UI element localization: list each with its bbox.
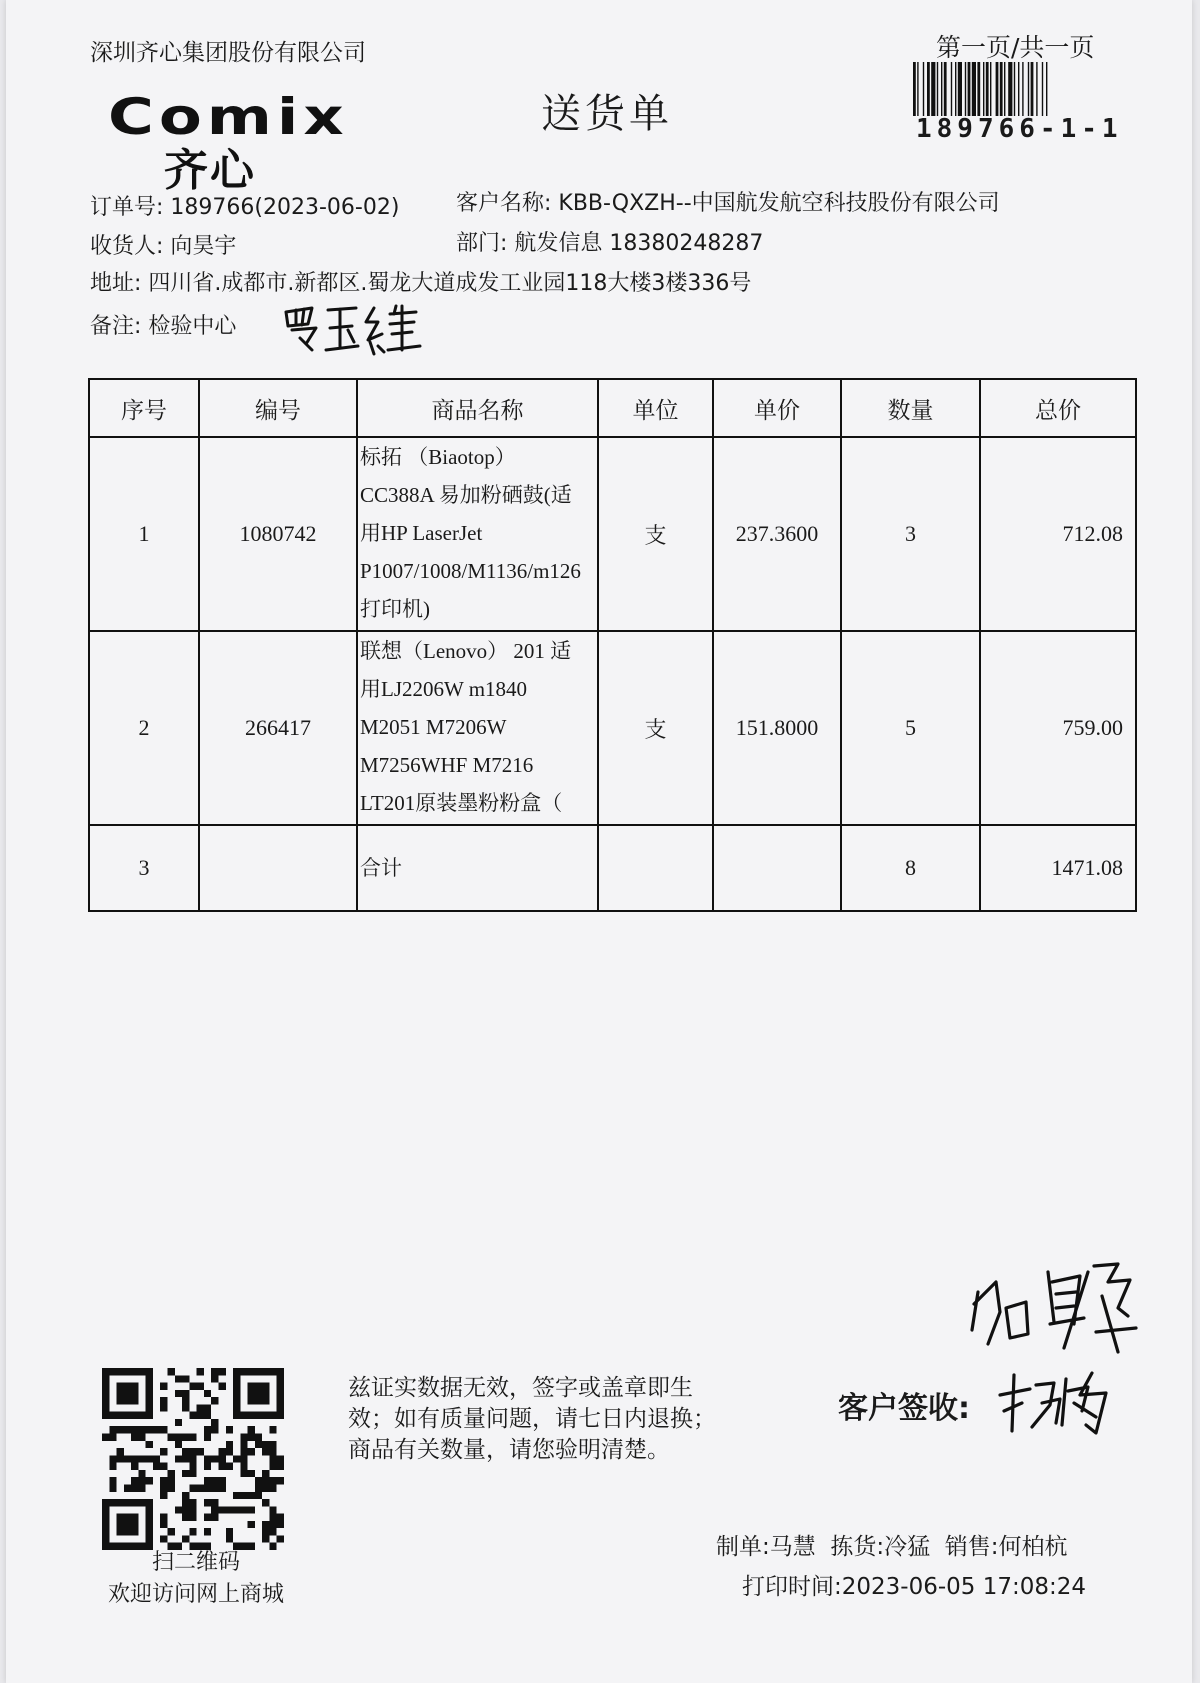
cell-code: 266417 [199,631,357,825]
qr-module [160,1492,167,1499]
name-line: 用LJ2206W m1840 [360,677,528,701]
qr-module [233,1368,240,1419]
qr-module [160,1397,167,1404]
cell-seq: 1 [89,437,199,631]
notice-text [348,1373,768,1466]
qr-module [255,1434,262,1441]
qr-module [189,1448,196,1455]
qr-module [240,1463,247,1470]
qr-module [262,1470,269,1477]
barcode [913,62,1131,116]
qr-module [131,1463,138,1470]
qr-module [211,1426,218,1433]
company-name: 深圳齐心集团股份有限公司 [90,40,366,66]
qr-module [255,1492,262,1499]
barcode-bar [1000,62,1003,116]
qr-module [109,1434,116,1441]
logo-text-cn: 齐心 [164,145,256,196]
qr-module [211,1484,218,1491]
barcode-bar [990,62,991,116]
qr-module [248,1383,270,1405]
qr-module [269,1448,276,1455]
qr-module [160,1404,167,1411]
qr-module [146,1477,153,1484]
qr-module [218,1383,225,1390]
column-header-total: 总价 [980,379,1136,437]
qr-module [248,1492,255,1499]
qr-module [211,1419,218,1426]
qr-module [204,1463,211,1470]
barcode-bar [965,62,966,116]
qr-module [160,1514,167,1521]
qr-module [248,1521,255,1528]
barcode-bar [913,62,916,116]
name-line: 用HP LaserJet [360,521,483,545]
qr-module [175,1455,182,1462]
qr-module [197,1448,204,1455]
qr-module [255,1441,262,1448]
qr-module [131,1426,138,1433]
cell-seq: 2 [89,631,199,825]
qr-module [197,1404,204,1411]
qr-module [182,1455,189,1462]
qr-module [109,1455,116,1462]
qr-module [124,1484,131,1491]
qr-module [189,1412,196,1419]
order-number: 订单号: 189766(2023-06-02) [90,195,400,220]
qr-module [131,1477,138,1484]
qr-module [124,1426,131,1433]
qr-module [109,1477,116,1484]
cell-name [357,825,598,911]
qr-module [240,1448,247,1455]
qr-module [160,1477,167,1484]
qr-caption-line: 欢迎访问网上商城 [107,1582,284,1607]
qr-module [117,1383,139,1405]
qr-module [175,1390,182,1397]
qr-module [102,1434,109,1441]
barcode-bar [983,62,984,116]
qr-module [262,1521,269,1528]
qr-module [153,1426,160,1433]
qr-module [102,1412,153,1419]
qr-module [204,1499,211,1506]
comix-logo [108,88,349,196]
qr-module [189,1434,196,1441]
address: 地址: 四川省.成都市.新都区.蜀龙大道成发工业园118大楼3楼336号 [90,271,752,296]
qr-module [255,1477,262,1484]
qr-module [211,1397,218,1404]
qr-module [233,1412,284,1419]
qr-module [277,1455,284,1462]
qr-module [262,1448,269,1455]
qr-module [226,1535,233,1542]
qr-module [160,1521,167,1528]
qr-module [160,1535,167,1542]
qr-caption-line: 扫二维码 [151,1550,240,1575]
qr-module [102,1499,109,1550]
qr-module [175,1434,182,1441]
qr-module [218,1448,225,1455]
qr-module [160,1448,167,1455]
qr-module [182,1492,189,1499]
barcode-bar [937,62,938,116]
name-line: 标拓 （Biaotop） [360,445,516,469]
qr-module [277,1477,284,1484]
qr-module [211,1455,218,1462]
handwritten-signature-remark [278,300,428,362]
name-line: 打印机) [360,597,430,621]
qr-module [262,1535,269,1542]
barcode-number: 189766-1-1 [916,114,1123,144]
barcode-bar [927,62,930,116]
qr-module [138,1470,145,1477]
name-line: M2051 M7206W [360,715,507,739]
qr-module [175,1441,182,1448]
qr-module [102,1368,109,1419]
qr-module [153,1463,160,1470]
qr-module [233,1506,240,1513]
qr-module [117,1426,124,1433]
qr-module [197,1368,204,1375]
remark: 备注: 检验中心 [90,314,237,339]
qr-module [211,1375,218,1382]
column-header-name: 商品名称 [357,379,598,437]
qr-module [218,1484,225,1491]
qr-module [146,1441,153,1448]
qr-module [146,1455,153,1462]
qr-module [189,1484,196,1491]
table-row-summary [89,825,1136,911]
qr-module [269,1426,276,1433]
cell-total: 1471.08 [980,825,1136,911]
qr-module [277,1463,284,1470]
consignee: 收货人: 向昊宇 [90,234,237,259]
handwritten-signature-2 [996,1365,1116,1437]
qr-module [131,1484,138,1491]
qr-module [160,1426,167,1433]
qr-module [226,1463,233,1470]
qr-module [189,1499,196,1506]
name-line: CC388A 易加粉硒鼓(适 [360,483,572,507]
cell-total: 759.00 [980,631,1136,825]
qr-module [146,1426,153,1433]
table-header-row [89,379,1136,437]
qr-module [117,1514,139,1536]
qr-module [269,1463,276,1470]
cell-code: 1080742 [199,437,357,631]
staff-line: 制单:马慧 拣货:冷猛 销售:何柏杭 [716,1534,1068,1560]
qr-module [175,1375,182,1382]
cell-qty: 8 [841,825,980,911]
qr-module [269,1484,276,1491]
qr-module [204,1404,211,1411]
column-header-seq: 序号 [89,379,199,437]
barcode-bar [1022,62,1023,116]
cell-unit: 支 [598,437,713,631]
barcode-bar [1008,62,1012,116]
qr-module [117,1448,124,1455]
qr-module [146,1499,153,1550]
qr-module [240,1492,247,1499]
name-line: LT201原装墨粉粉盒（ [360,791,563,815]
qr-module [233,1455,240,1462]
barcode-bar [931,62,935,116]
qr-module [138,1455,145,1462]
qr-module [262,1484,269,1491]
qr-module [168,1484,175,1491]
qr-module [204,1412,211,1419]
barcode-bar [958,62,962,116]
cell-name [357,437,598,631]
qr-module [204,1434,211,1441]
qr-module [175,1419,182,1426]
name-line: 联想（Lenovo） 201 适 [360,639,572,663]
qr-module [269,1514,276,1521]
qr-module [197,1484,204,1491]
qr-module [269,1441,276,1448]
cell-price: 237.3600 [713,437,841,631]
qr-module [277,1521,284,1528]
qr-module [240,1441,247,1448]
qr-module [204,1514,211,1521]
qr-code [102,1368,284,1550]
qr-module [182,1448,189,1455]
table-row [89,437,1136,631]
qr-module [168,1368,175,1375]
qr-module [131,1434,138,1441]
qr-module [182,1404,189,1411]
qr-module [124,1455,131,1462]
qr-module [168,1470,175,1477]
qr-module [168,1434,175,1441]
qr-module [269,1521,276,1528]
qr-module [182,1514,189,1521]
barcode-bar [917,62,918,116]
name-line: P1007/1008/M1136/m126 [360,559,581,583]
qr-module [146,1368,153,1419]
notice-line: 商品有关数量，请您验明清楚。 [348,1437,670,1463]
qr-module [226,1506,233,1513]
qr-module [117,1455,124,1462]
cell-price [713,825,841,911]
qr-module [204,1528,211,1535]
qr-module [182,1397,189,1404]
barcode-bar [1046,62,1047,116]
column-header-qty: 数量 [841,379,980,437]
qr-module [138,1434,145,1441]
qr-module [218,1368,225,1375]
cell-qty: 5 [841,631,980,825]
notice-line: 效；如有质量问题，请七日内退换； [348,1406,716,1432]
cell-price: 151.8000 [713,631,841,825]
column-header-code: 编号 [199,379,357,437]
qr-module [189,1506,196,1513]
column-header-unit: 单位 [598,379,713,437]
qr-module [182,1535,189,1542]
qr-module [211,1499,218,1506]
qr-module [109,1484,116,1491]
barcode-bar [986,62,989,116]
qr-module [248,1506,255,1513]
qr-module [211,1477,218,1484]
qr-module [160,1484,167,1491]
qr-module [240,1506,247,1513]
qr-module [109,1426,116,1433]
qr-module [204,1484,211,1491]
cell-qty: 3 [841,437,980,631]
qr-module [218,1477,225,1484]
barcode-bar [1014,62,1015,116]
barcode-bar [977,62,980,116]
qr-module [109,1463,116,1470]
column-header-price: 单价 [713,379,841,437]
barcode-bar [1018,62,1019,116]
qr-module [248,1434,255,1441]
barcode-bar [1004,62,1005,116]
qr-module [160,1383,167,1390]
qr-module [233,1368,284,1375]
qr-caption [92,1547,300,1611]
cell-seq: 3 [89,825,199,911]
barcode-bar [996,62,999,116]
qr-module [189,1383,196,1390]
barcode-bar [1042,62,1043,116]
qr-module [102,1499,153,1506]
qr-module [182,1390,189,1397]
notice-line: 兹证实数据无效，签字或盖章即生 [348,1375,693,1401]
customer-sign-label: 客户签收: [838,1391,970,1426]
qr-module [277,1368,284,1419]
barcode-bar [923,62,924,116]
qr-module [226,1426,233,1433]
print-time: 打印时间:2023-06-05 17:08:24 [742,1574,1087,1600]
qr-module [160,1463,167,1470]
qr-module [248,1448,255,1455]
qr-module [255,1484,262,1491]
qr-module [248,1426,255,1433]
name-line: 合计 [360,856,402,880]
handwritten-signature-1 [968,1252,1143,1362]
barcode-bar [1036,62,1037,116]
barcode-bar [968,62,971,116]
qr-module [269,1477,276,1484]
delivery-note [6,0,1192,1683]
qr-module [204,1426,211,1433]
cell-unit: 支 [598,631,713,825]
barcode-bar [944,62,947,116]
qr-module [204,1390,211,1397]
page-info: 第一页/共一页 [936,33,1095,62]
name-line: M7256WHF M7216 [360,753,534,777]
qr-module [189,1470,196,1477]
barcode-bar [941,62,942,116]
qr-module [175,1506,182,1513]
qr-module [189,1528,196,1535]
qr-module [211,1368,218,1375]
qr-module [262,1441,269,1448]
qr-module [277,1514,284,1521]
qr-module [168,1528,175,1535]
qr-module [211,1514,218,1521]
barcode-bar [955,62,956,116]
qr-module [269,1455,276,1462]
qr-module [226,1528,233,1535]
qr-module [240,1470,247,1477]
qr-module [204,1477,211,1484]
qr-module [269,1506,276,1513]
qr-module [240,1434,247,1441]
qr-module [262,1499,269,1506]
cell-total: 712.08 [980,437,1136,631]
qr-module [218,1455,225,1462]
qr-module [131,1455,138,1462]
qr-module [233,1492,240,1499]
qr-module [262,1528,269,1535]
qr-module [226,1441,233,1448]
barcode-bar [972,62,976,116]
barcode-bar [1028,62,1029,116]
qr-module [240,1455,247,1462]
qr-module [269,1528,276,1535]
qr-module [218,1506,225,1513]
document-title: 送货单 [541,91,673,137]
items-table [88,378,1137,912]
qr-module [189,1455,196,1462]
qr-module [153,1455,160,1462]
barcode-bar [951,62,952,116]
table-row [89,631,1136,825]
qr-module [189,1463,196,1470]
qr-module [218,1463,225,1470]
cell-name [357,631,598,825]
qr-module [138,1426,145,1433]
qr-module [211,1506,218,1513]
qr-module [138,1484,145,1491]
qr-module [182,1506,189,1513]
department: 部门: 航发信息 18380248287 [456,231,764,256]
logo-text-en: Comix [108,88,349,146]
customer-name: 客户名称: KBB-QXZH--中国航发航空科技股份有限公司 [456,191,1000,216]
qr-module [197,1383,204,1390]
qr-module [168,1477,175,1484]
qr-module [226,1448,233,1455]
qr-module [182,1375,189,1382]
qr-module [204,1455,211,1462]
qr-module [182,1470,189,1477]
qr-module [182,1499,189,1506]
qr-module [248,1470,255,1477]
qr-module [102,1368,153,1375]
barcode-bar [1031,62,1034,116]
qr-module [189,1514,196,1521]
qr-module [197,1412,204,1419]
cell-unit [598,825,713,911]
qr-module [138,1477,145,1484]
qr-module [182,1434,189,1441]
cell-code [199,825,357,911]
qr-module [277,1535,284,1542]
qr-module [262,1477,269,1484]
